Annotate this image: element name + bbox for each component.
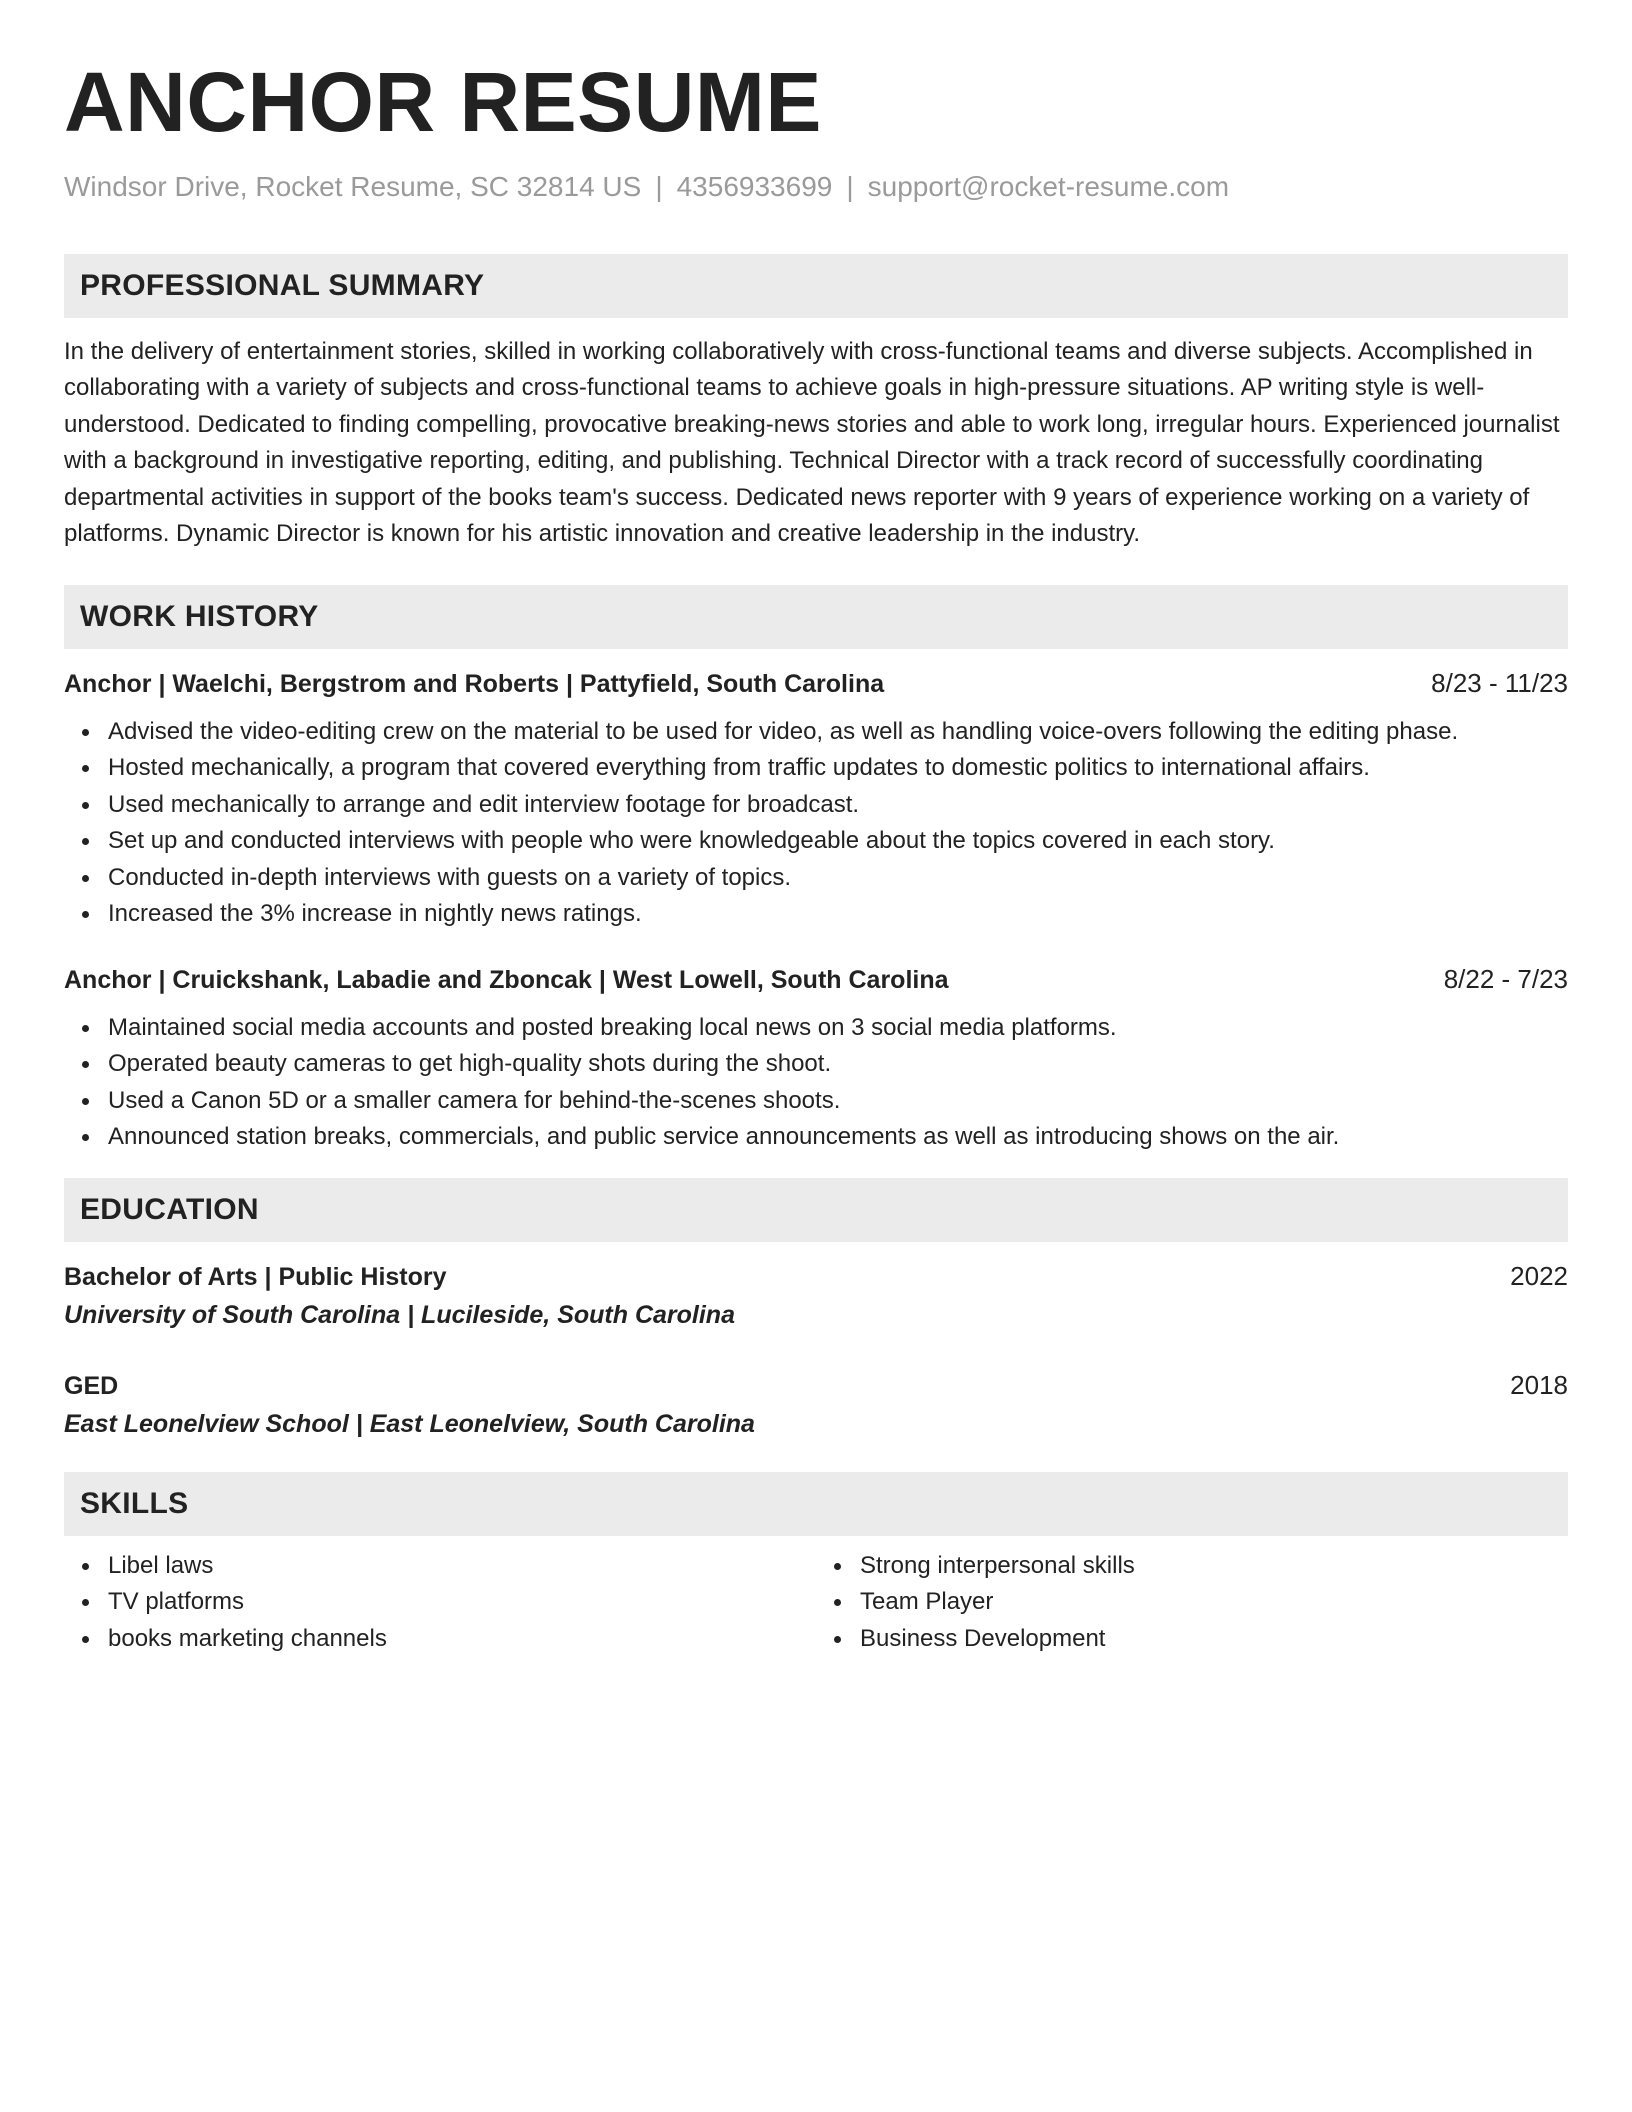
- education-year: 2022: [1510, 1260, 1568, 1291]
- summary-section: [64, 254, 1568, 553]
- summary-heading: PROFESSIONAL SUMMARY: [64, 254, 1568, 318]
- summary-text: In the delivery of entertainment stories, skilled in working collaboratively with cross-functional teams and diverse subjects. Accomplished in collaborating with a variety of subjects and cross-functional teams to achieve goals in high-pressure situations. AP writing style is well-understood. Dedicated to finding compelling, provocative breaking-news stories and able to work long, irregular hours. Experienced journalist with a background in investigative reporting, editing, and publishing. Technical Director with a track record of successfully coordinating departmental activities in support of the books team's success. Dedicated news reporter with 9 years of experience working on a variety of platforms. Dynamic Director is known for his artistic innovation and creative leadership in the industry.: [64, 337, 1560, 548]
- skill-item: Team Player: [860, 1584, 1568, 1621]
- contact-separator: |: [846, 171, 854, 202]
- job-bullet: Set up and conducted interviews with people who were knowledgeable about the topics covered in each story.: [108, 823, 1568, 860]
- education-degree: GED: [64, 1371, 119, 1400]
- skills-section: [64, 1472, 1568, 1658]
- education-school: University of South Carolina | Lucileside, South Carolina: [64, 1300, 735, 1329]
- job-bullet: Operated beauty cameras to get high-quality shots during the shoot.: [108, 1046, 1568, 1083]
- skill-item: Business Development: [860, 1621, 1568, 1658]
- resume-name: ANCHOR RESUME: [64, 55, 822, 149]
- skill-item: Libel laws: [108, 1548, 816, 1585]
- skills-column-right: [816, 1548, 1568, 1658]
- skills-column-left: [64, 1548, 816, 1658]
- education-section: [64, 1178, 1568, 1442]
- job-bullet: Maintained social media accounts and posted breaking local news on 3 social media platforms.: [108, 1010, 1568, 1047]
- skills-grid: [64, 1548, 1568, 1658]
- education-entry: [64, 1258, 1568, 1333]
- job-bullet: Conducted in-depth interviews with guests on a variety of topics.: [108, 860, 1568, 897]
- skills-heading: SKILLS: [64, 1472, 1568, 1536]
- work-history-heading: WORK HISTORY: [64, 585, 1568, 649]
- skills-list: [64, 1548, 816, 1658]
- job-dates: 8/22 - 7/23: [1443, 963, 1568, 994]
- work-history-section: [64, 585, 1568, 1156]
- job-bullets: [64, 714, 1568, 933]
- contact-address: Windsor Drive, Rocket Resume, SC 32814 US: [64, 171, 642, 202]
- job-bullets: [64, 1010, 1568, 1156]
- contact-separator: |: [655, 171, 663, 202]
- education-header: [64, 1258, 1568, 1295]
- skill-item: TV platforms: [108, 1584, 816, 1621]
- job-header: [64, 961, 1568, 998]
- job-title: Anchor | Cruickshank, Labadie and Zboncak | West Lowell, South Carolina: [64, 965, 949, 994]
- job-entry: [64, 665, 1568, 933]
- education-header: [64, 1367, 1568, 1404]
- job-bullet: Increased the 3% increase in nightly news ratings.: [108, 896, 1568, 933]
- contact-phone: 4356933699: [676, 171, 833, 202]
- education-degree: Bachelor of Arts | Public History: [64, 1262, 447, 1291]
- job-bullet: Hosted mechanically, a program that covered everything from traffic updates to domestic politics to international affairs.: [108, 750, 1568, 787]
- education-heading: EDUCATION: [64, 1178, 1568, 1242]
- job-title: Anchor | Waelchi, Bergstrom and Roberts | Pattyfield, South Carolina: [64, 669, 885, 698]
- education-entry: [64, 1367, 1568, 1442]
- job-bullet: Used a Canon 5D or a smaller camera for behind-the-scenes shoots.: [108, 1083, 1568, 1120]
- education-year: 2018: [1510, 1369, 1568, 1400]
- skills-list: [816, 1548, 1568, 1658]
- skill-item: Strong interpersonal skills: [860, 1548, 1568, 1585]
- skill-item: books marketing channels: [108, 1621, 816, 1658]
- job-bullet: Used mechanically to arrange and edit interview footage for broadcast.: [108, 787, 1568, 824]
- education-school: East Leonelview School | East Leonelview, South Carolina: [64, 1409, 755, 1438]
- job-entry: [64, 961, 1568, 1156]
- job-dates: 8/23 - 11/23: [1431, 667, 1568, 698]
- job-bullet: Announced station breaks, commercials, and public service announcements as well as introducing shows on the air.: [108, 1119, 1568, 1156]
- job-header: [64, 665, 1568, 702]
- contact-line: [64, 170, 1568, 204]
- job-bullet: Advised the video-editing crew on the material to be used for video, as well as handling voice-overs following the editing phase.: [108, 714, 1568, 751]
- contact-email: support@rocket-resume.com: [867, 171, 1230, 202]
